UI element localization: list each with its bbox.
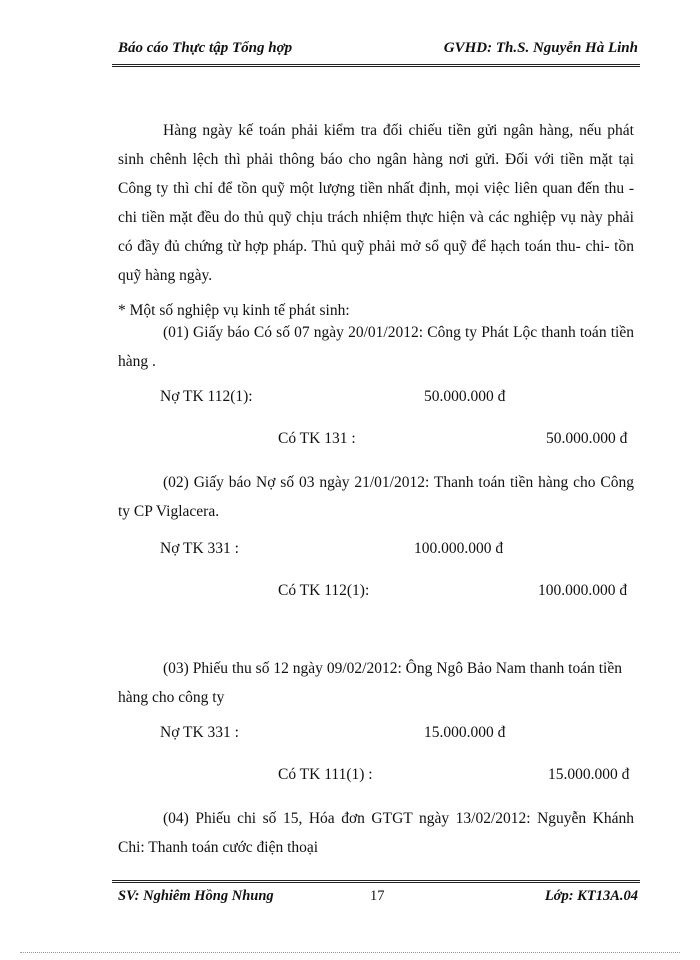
entry-01-credit-amount: 50.000.000 đ [546, 430, 628, 447]
body-text [118, 116, 634, 325]
transaction-02-text: (02) Giấy báo Nợ số 03 ngày 21/01/2012: Thanh toán tiền hàng cho Công ty CP Viglacera. [118, 474, 634, 520]
entry-02-debit-label: Nợ TK 331 : [160, 540, 239, 557]
entry-01-debit-amount: 50.000.000 đ [424, 388, 506, 405]
paragraph-cash-control: Hàng ngày kế toán phải kiểm tra đối chiếu tiền gửi ngân hàng, nếu phát sinh chênh lệch thì phải thông báo cho ngân hàng nơi gửi. Đối với tiền mặt tại Công ty thì chỉ để tồn quỹ một lượng tiền nhất định, mọi việc liên quan đến thu - chi tiền mặt đều do thủ quỹ chịu trách nhiệm thực hiện và các nghiệp vụ này phải có đầy đủ chứng từ hợp pháp. Thủ quỹ phải mở sổ quỹ để hạch toán thu- chi- tồn quỹ hàng ngày. [118, 122, 634, 284]
entry-03-debit-label: Nợ TK 331 : [160, 724, 239, 741]
paragraph-transactions-heading: * Một số nghiệp vụ kinh tế phát sinh: [118, 302, 350, 319]
page-header [118, 40, 638, 62]
entry-02-credit-label: Có TK 112(1): [278, 582, 370, 599]
entry-03-credit-amount: 15.000.000 đ [548, 766, 630, 783]
entry-03-debit-amount: 15.000.000 đ [424, 724, 506, 741]
transaction-03-text: (03) Phiếu thu số 12 ngày 09/02/2012: Ông Ngô Bảo Nam thanh toán tiền hàng cho công ty [118, 660, 622, 706]
entry-01-debit-label: Nợ TK 112(1): [160, 388, 253, 405]
header-report-title: Báo cáo Thực tập Tổng hợp [118, 40, 293, 56]
page-edge-divider [20, 952, 680, 953]
page-footer [118, 888, 638, 908]
transaction-01 [118, 318, 634, 376]
footer-rule [112, 880, 640, 883]
transaction-01-text: (01) Giấy báo Có số 07 ngày 20/01/2012: Công ty Phát Lộc thanh toán tiền hàng . [118, 324, 634, 370]
transaction-04 [118, 804, 634, 862]
entry-02-credit-amount: 100.000.000 đ [538, 582, 628, 599]
page-number: 17 [370, 888, 385, 904]
entry-03-credit-label: Có TK 111(1) : [278, 766, 373, 783]
transaction-04-text: (04) Phiếu chi số 15, Hóa đơn GTGT ngày 13/02/2012: Nguyễn Khánh Chi: Thanh toán cước điện thoại [118, 810, 634, 856]
transaction-03 [118, 654, 622, 712]
entry-01-credit-label: Có TK 131 : [278, 430, 356, 447]
header-advisor: GVHD: Th.S. Nguyễn Hà Linh [443, 40, 638, 56]
transaction-02 [118, 468, 634, 526]
header-rule [112, 64, 640, 67]
entry-02-debit-amount: 100.000.000 đ [414, 540, 504, 557]
footer-class: Lớp: KT13A.04 [544, 888, 638, 904]
footer-student: SV: Nghiêm Hồng Nhung [118, 888, 274, 904]
